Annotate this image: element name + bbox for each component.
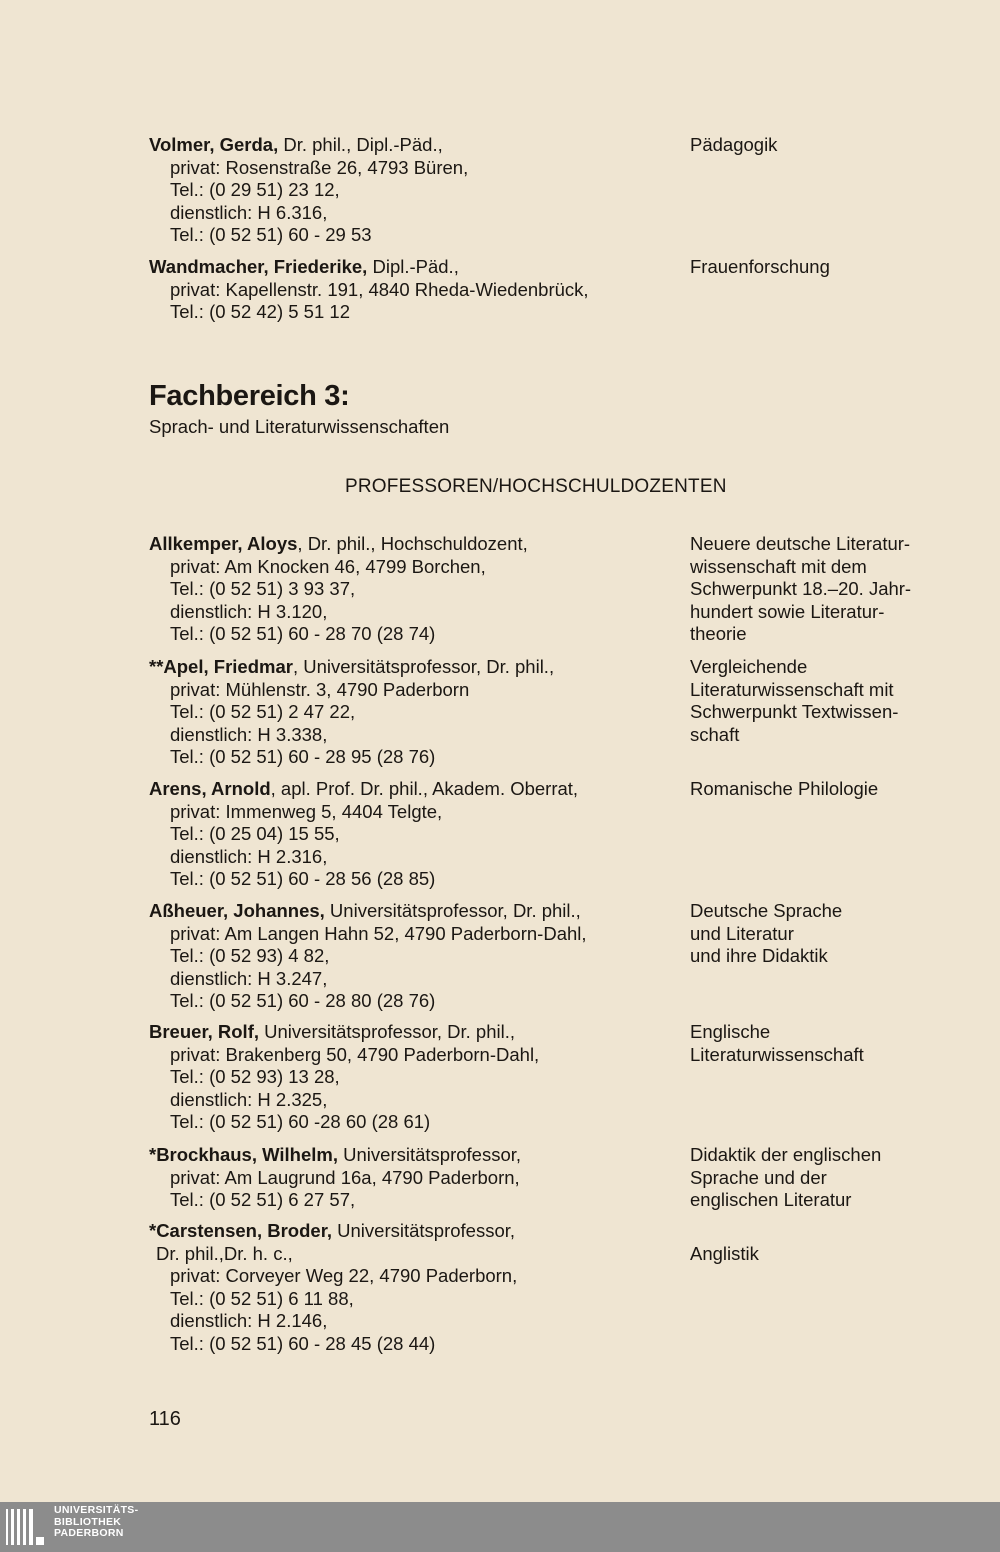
person-name: Wandmacher, Friederike, [149, 256, 368, 277]
subject-line: Englische [690, 1021, 771, 1042]
office-line: dienstlich: H 2.146, [170, 1310, 328, 1332]
entry-address [149, 1144, 669, 1212]
entry-address [149, 134, 669, 247]
subject-area [690, 134, 950, 157]
office-line: dienstlich: H 6.316, [170, 201, 328, 223]
subject-line: Literaturwissenschaft [690, 1043, 864, 1065]
subject-line: und ihre Didaktik [690, 945, 828, 967]
entry-address [149, 256, 669, 324]
office-line: dienstlich: H 3.338, [170, 723, 328, 745]
office-phone-line: Tel.: (0 52 51) 60 -28 60 (28 61) [170, 1111, 431, 1133]
subject-line: Sprache und der [690, 1166, 827, 1188]
person-title: Universitätsprofessor, Dr. phil., [259, 1021, 516, 1042]
office-phone-line: Tel.: (0 52 51) 60 - 28 80 (28 76) [170, 990, 436, 1012]
person-title: Universitätsprofessor, [332, 1220, 516, 1241]
subject-area [690, 1144, 950, 1212]
person-name: *Carstensen, Broder, [149, 1220, 333, 1241]
subject-line: Neuere deutsche Literatur- [690, 533, 911, 554]
office-phone-line: Tel.: (0 52 51) 60 - 28 56 (28 85) [170, 868, 436, 890]
phone-line: Tel.: (0 52 51) 6 11 88, [170, 1287, 354, 1309]
office-phone-line: Tel.: (0 52 51) 60 - 29 53 [170, 224, 372, 246]
subject-line: hundert sowie Literatur- [690, 600, 885, 622]
address-line: privat: Immenweg 5, 4404 Telgte, [170, 800, 443, 822]
address-line: privat: Am Langen Hahn 52, 4790 Paderborn-Dahl, [170, 922, 587, 944]
person-title: Dipl.-Päd., [367, 256, 459, 277]
library-logo-icon [5, 1507, 45, 1547]
phone-line: Tel.: (0 52 51) 2 47 22, [170, 701, 356, 723]
person-title: , apl. Prof. Dr. phil., Akadem. Oberrat, [270, 778, 579, 799]
fachbereich-subtitle: Sprach- und Literaturwissenschaften [149, 416, 450, 437]
library-name-line: BIBLIOTHEK [54, 1515, 122, 1528]
subject-area [690, 900, 950, 968]
subject-area [690, 256, 950, 279]
subject-area [690, 1021, 950, 1066]
address-line: privat: Brakenberg 50, 4790 Paderborn-Dahl, [170, 1043, 540, 1065]
subject-line: schaft [690, 723, 740, 745]
entry-address [149, 900, 669, 1013]
entry-address [149, 656, 669, 769]
address-line: privat: Am Laugrund 16a, 4790 Paderborn, [170, 1166, 520, 1188]
person-name: Aßheuer, Johannes, [149, 900, 325, 921]
person-title: Universitätsprofessor, [338, 1144, 522, 1165]
library-name-line: UNIVERSITÄTS- [54, 1504, 139, 1516]
person-name: **Apel, Friedmar [149, 656, 293, 677]
library-name-line: PADERBORN [54, 1527, 124, 1540]
subject-line: Vergleichende [690, 656, 808, 677]
office-line: dienstlich: H 3.120, [170, 600, 328, 622]
person-name: Breuer, Rolf, [149, 1021, 259, 1042]
library-footer [0, 1502, 1000, 1552]
person-title: Universitätsprofessor, Dr. phil., [324, 900, 581, 921]
subject-line: Anglistik [690, 1243, 759, 1264]
person-name: Allkemper, Aloys [149, 533, 298, 554]
subject-line: Didaktik der englischen [690, 1144, 882, 1165]
subject-line: Romanische Philologie [690, 778, 879, 799]
subject-area [690, 1243, 950, 1266]
degree-line: Dr. phil.,Dr. h. c., [156, 1242, 293, 1264]
subject-line: englischen Literatur [690, 1189, 852, 1211]
phone-line: Tel.: (0 52 93) 13 28, [170, 1066, 340, 1088]
address-line: privat: Am Knocken 46, 4799 Borchen, [170, 555, 486, 577]
subject-line: und Literatur [690, 922, 794, 944]
person-title: Dr. phil., Dipl.-Päd., [278, 134, 443, 155]
phone-line: Tel.: (0 52 93) 4 82, [170, 945, 330, 967]
subject-line: Schwerpunkt Textwissen- [690, 701, 899, 723]
office-phone-line: Tel.: (0 52 51) 60 - 28 45 (28 44) [170, 1332, 436, 1354]
person-title: , Universitätsprofessor, Dr. phil., [292, 656, 555, 677]
fachbereich-title: Fachbereich 3: [149, 380, 350, 412]
library-name [54, 1505, 138, 1540]
subject-area [690, 533, 950, 646]
subject-line: Deutsche Sprache [690, 900, 843, 921]
phone-line: Tel.: (0 52 51) 6 27 57, [170, 1189, 356, 1211]
address-line: privat: Rosenstraße 26, 4793 Büren, [170, 156, 469, 178]
entry-address [149, 778, 669, 891]
subject-line: Literaturwissenschaft mit [690, 678, 894, 700]
office-line: dienstlich: H 2.316, [170, 845, 328, 867]
entry-address [149, 533, 669, 646]
address-line: privat: Corveyer Weg 22, 4790 Paderborn, [170, 1265, 518, 1287]
section-heading: PROFESSOREN/HOCHSCHULDOZENTEN [345, 476, 727, 497]
entry-address [149, 1220, 669, 1356]
phone-line: Tel.: (0 29 51) 23 12, [170, 179, 340, 201]
address-line: privat: Kapellenstr. 191, 4840 Rheda-Wiedenbrück, [170, 278, 589, 300]
office-phone-line: Tel.: (0 52 51) 60 - 28 70 (28 74) [170, 623, 436, 645]
phone-line: Tel.: (0 52 51) 3 93 37, [170, 578, 356, 600]
office-phone-line: Tel.: (0 52 51) 60 - 28 95 (28 76) [170, 746, 436, 768]
office-line: dienstlich: H 2.325, [170, 1088, 328, 1110]
person-name: Arens, Arnold [149, 778, 271, 799]
subject-area [690, 778, 950, 801]
person-name: Volmer, Gerda, [149, 134, 279, 155]
subject-area [690, 656, 950, 746]
entry-address [149, 1021, 669, 1134]
subject-line: Frauenforschung [690, 256, 830, 277]
person-name: *Brockhaus, Wilhelm, [149, 1144, 338, 1165]
person-title: , Dr. phil., Hochschuldozent, [297, 533, 528, 554]
office-line: dienstlich: H 3.247, [170, 967, 328, 989]
phone-line: Tel.: (0 25 04) 15 55, [170, 823, 340, 845]
phone-line: Tel.: (0 52 42) 5 51 12 [170, 301, 350, 323]
page-number: 116 [149, 1408, 181, 1430]
subject-line: wissenschaft mit dem [690, 555, 867, 577]
subject-line: theorie [690, 623, 747, 645]
subject-line: Pädagogik [690, 134, 778, 155]
address-line: privat: Mühlenstr. 3, 4790 Paderborn [170, 678, 470, 700]
subject-line: Schwerpunkt 18.–20. Jahr- [690, 578, 912, 600]
